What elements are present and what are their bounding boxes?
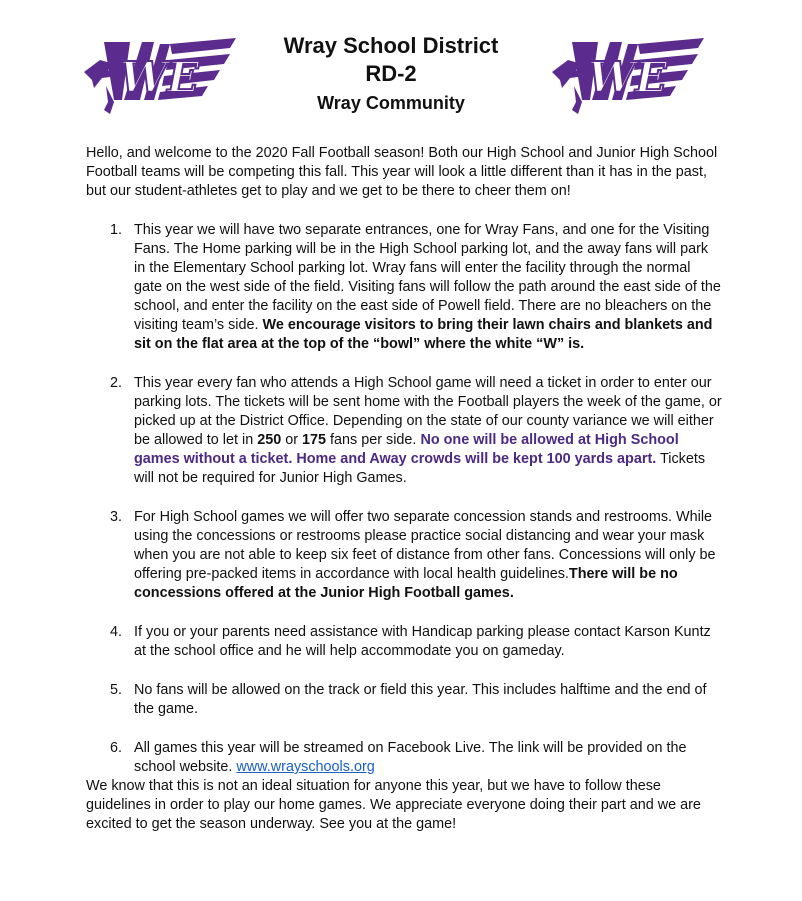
item-text: For High School games we will offer two separate concession stands and restrooms. While using the concessions or restrooms please practice social distancing and wear your mask when you are not able to keep six feet of distance from other fans. Concessions will only be offering pre-packed items in accordance with local health guidelines. <box>134 509 716 582</box>
list-item <box>86 508 722 603</box>
capacity-option-b: 175 <box>302 432 327 448</box>
intro-paragraph: Hello, and welcome to the 2020 Fall Football season! Both our High School and Junior High School Football teams will be competing this fall. This year will look a little different than it has in the past, but our student-athletes get to play and we get to be there to cheer them on! <box>86 145 718 199</box>
item-text: This year we will have two separate entrances, one for Wray Fans, and one for the Visiting Fans. The Home parking will be in the High School parking lot, and the away fans will park in the Elementary School parking lot. Wray fans will enter the facility through the normal gate on the west side of the field. Visiting fans will follow the path around the east side of the school, and enter the facility on the east side of Powell field. There are no bleachers on the visiting team’s side. <box>134 222 721 333</box>
logo-lettering: WE <box>120 53 200 102</box>
school-website-link[interactable]: www.wrayschools.org <box>236 759 375 775</box>
item-number: 4. <box>110 624 123 640</box>
wray-eagle-logo-right <box>548 30 708 116</box>
guidelines-list <box>86 221 722 777</box>
item-text: No fans will be allowed on the track or field this year. This includes halftime and the end of the game. <box>134 682 707 717</box>
item-text: fans per side. <box>330 432 417 448</box>
item-text: or <box>285 432 299 448</box>
list-item <box>86 221 722 354</box>
item-number: 2. <box>110 375 123 391</box>
item-number: 3. <box>110 509 123 525</box>
letter-body <box>86 144 722 834</box>
item-emphasis: We encourage visitors to bring their lawn chairs and blankets and sit on the flat area at the top of the “bowl” where the white “W” is. <box>134 317 713 352</box>
audience-subtitle: Wray Community <box>317 93 465 113</box>
district-name: Wray School District <box>283 33 499 58</box>
district-code: RD-2 <box>365 61 417 86</box>
list-item <box>86 739 722 777</box>
item-text: If you or your parents need assistance with Handicap parking please contact Karson Kuntz at the school office and he will help accommodate you on gameday. <box>134 624 711 659</box>
wray-eagle-logo-left <box>80 30 240 116</box>
list-item <box>86 374 722 488</box>
closing-paragraph: We know that this is not an ideal situation for anyone this year, but we have to follow these guidelines in order to play our home games. We appreciate everyone doing their part and we are excited to get the season underway. See you at the game! <box>86 778 701 832</box>
list-item <box>86 681 722 719</box>
item-text: Tickets will not be required for Junior High Games. <box>134 451 706 486</box>
capacity-option-a: 250 <box>257 432 282 448</box>
letterhead-title <box>230 32 552 116</box>
item-number: 6. <box>110 740 123 756</box>
item-number: 5. <box>110 682 123 698</box>
list-item <box>86 623 722 661</box>
logo-lettering: WE <box>588 53 668 102</box>
item-number: 1. <box>110 222 123 238</box>
item-text: All games this year will be streamed on Facebook Live. The link will be provided on the school website. <box>134 740 687 775</box>
ticket-warning: No one will be allowed at High School games without a ticket. Home and Away crowds will be kept 100 yards apart. <box>134 432 679 467</box>
item-text: This year every fan who attends a High School game will need a ticket in order to enter our parking lots. The tickets will be sent home with the Football players the week of the game, or picked up at the District Office. Depending on the state of our county variance we will either be allowed to let in <box>134 375 722 448</box>
item-emphasis: There will be no concessions offered at the Junior High Football games. <box>134 566 678 601</box>
